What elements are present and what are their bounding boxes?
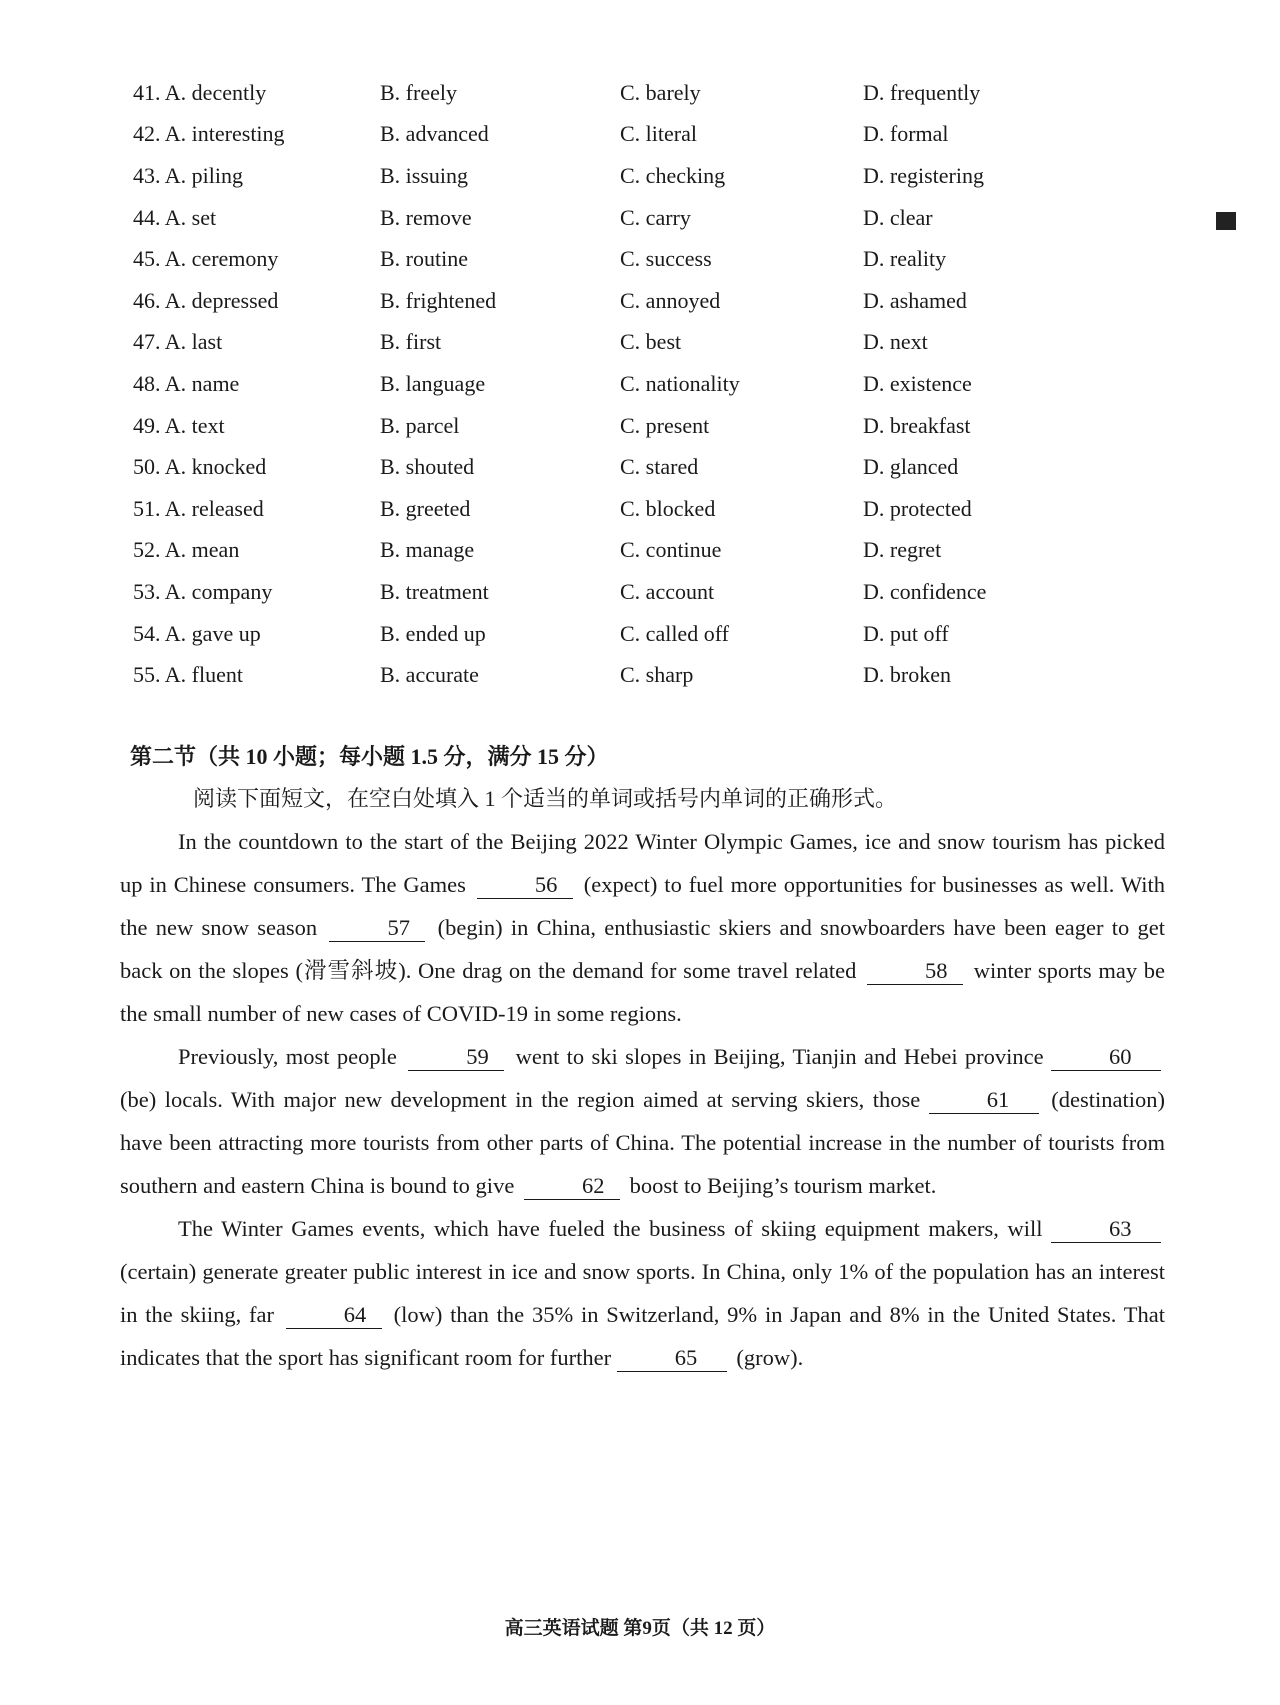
option-row [133, 488, 1033, 530]
option-row [133, 530, 1033, 572]
option-d: D. formal [863, 121, 949, 147]
option-row [133, 654, 1033, 696]
passage-text: Previously, most people [178, 1044, 405, 1069]
option-b: B. manage [380, 537, 475, 563]
passage-text: (expect) to fuel more opportunities for businesses as well. With the new snow season [120, 872, 1165, 940]
option-a: 41. A. decently [133, 79, 267, 105]
option-a: 54. A. gave up [133, 620, 261, 646]
option-row [133, 446, 1033, 488]
scan-alignment-mark [1216, 212, 1236, 230]
option-b: B. shouted [380, 454, 475, 480]
option-c: C. continue [620, 537, 722, 563]
option-row [133, 72, 1033, 114]
option-b: B. greeted [380, 495, 471, 521]
passage-text: The Winter Games events, which have fueled the business of skiing equipment makers, will [178, 1216, 1051, 1241]
option-c: C. blocked [620, 495, 716, 521]
option-d: D. next [863, 329, 928, 355]
option-b: B. frightened [380, 287, 497, 313]
option-b: B. advanced [380, 121, 489, 147]
option-d: D. put off [863, 620, 949, 646]
section-heading: 第二节（共 10 小题；每小题 1.5 分，满分 15 分） [130, 744, 609, 769]
option-a: 46. A. depressed [133, 287, 279, 313]
option-a: 50. A. knocked [133, 454, 267, 480]
page-footer: 高三英语试题 第9页（共 12 页） [504, 1618, 776, 1639]
option-c: C. success [620, 246, 712, 272]
answer-blank-57[interactable]: 57 [329, 915, 425, 942]
answer-blank-59[interactable]: 59 [408, 1044, 504, 1071]
option-c: C. stared [620, 454, 699, 480]
section-instruction: 阅读下面短文，在空白处填入 1 个适当的单词或括号内单词的正确形式。 [193, 786, 898, 811]
option-row [133, 613, 1033, 655]
option-d: D. frequently [863, 79, 981, 105]
option-row [133, 571, 1033, 613]
option-a: 42. A. interesting [133, 121, 285, 147]
option-c: C. present [620, 412, 710, 438]
option-a: 47. A. last [133, 329, 223, 355]
answer-blank-63[interactable]: 63 [1051, 1216, 1161, 1243]
option-d: D. glanced [863, 454, 959, 480]
option-c: C. carry [620, 204, 691, 230]
option-row [133, 280, 1033, 322]
option-row [133, 197, 1033, 239]
passage-text: (destination) have been attracting more tourists from other parts of China. The potential increase in the number of tourists from southern and eastern China is bound to give [120, 1087, 1165, 1198]
option-a: 49. A. text [133, 412, 225, 438]
option-c: C. annoyed [620, 287, 721, 313]
answer-blank-61[interactable]: 61 [929, 1087, 1039, 1114]
option-a: 44. A. set [133, 204, 217, 230]
option-c: C. called off [620, 620, 729, 646]
option-d: D. existence [863, 370, 972, 396]
option-d: D. ashamed [863, 287, 967, 313]
option-a: 55. A. fluent [133, 662, 243, 688]
passage-text: (certain) generate greater public interest in ice and snow sports. In China, only 1% of the population has an interest in the skiing, far [120, 1259, 1165, 1327]
passage-paragraph-3 [120, 1207, 1165, 1379]
passage-text: winter sports may be the small number of new cases of COVID-19 in some regions. [120, 958, 1165, 1026]
option-b: B. treatment [380, 578, 489, 604]
passage-paragraph-1 [120, 820, 1165, 1035]
passage-paragraph-2 [120, 1035, 1165, 1207]
answer-blank-65[interactable]: 65 [617, 1345, 727, 1372]
option-d: D. clear [863, 204, 933, 230]
option-d: D. broken [863, 662, 951, 688]
cloze-passage [120, 820, 1165, 1379]
option-b: B. freely [380, 79, 457, 105]
option-b: B. parcel [380, 412, 460, 438]
option-b: B. language [380, 370, 486, 396]
answer-blank-60[interactable]: 60 [1051, 1044, 1161, 1071]
option-a: 48. A. name [133, 370, 240, 396]
passage-text: (low) than the 35% in Switzerland, 9% in Japan and 8% in the United States. That indicates that the sport has significant room for further [120, 1302, 1165, 1370]
option-d: D. reality [863, 246, 947, 272]
answer-blank-58[interactable]: 58 [867, 958, 963, 985]
passage-text: (grow). [730, 1345, 804, 1370]
option-b: B. ended up [380, 620, 486, 646]
option-b: B. routine [380, 246, 468, 272]
passage-text: (begin) in China, enthusiastic skiers and snowboarders have been eager to get back on the slopes (滑雪斜坡). One drag on the demand for some travel related [120, 915, 1165, 983]
option-b: B. accurate [380, 662, 479, 688]
option-d: D. protected [863, 495, 972, 521]
option-c: C. checking [620, 162, 726, 188]
option-d: D. confidence [863, 578, 987, 604]
option-row [133, 155, 1033, 197]
answer-blank-62[interactable]: 62 [524, 1173, 620, 1200]
option-row [133, 405, 1033, 447]
option-b: B. issuing [380, 162, 469, 188]
passage-text: In the countdown to the start of the Beijing 2022 Winter Olympic Games, ice and snow tourism has picked up in Chinese consumers. The Games [120, 829, 1165, 897]
option-b: B. remove [380, 204, 472, 230]
option-a: 45. A. ceremony [133, 246, 279, 272]
option-c: C. best [620, 329, 682, 355]
answer-blank-56[interactable]: 56 [477, 872, 573, 899]
option-a: 51. A. released [133, 495, 264, 521]
option-row [133, 363, 1033, 405]
option-a: 53. A. company [133, 578, 273, 604]
passage-text: went to ski slopes in Beijing, Tianjin and Hebei province [508, 1044, 1051, 1069]
option-c: C. literal [620, 121, 697, 147]
option-row [133, 238, 1033, 280]
option-b: B. first [380, 329, 442, 355]
option-c: C. sharp [620, 662, 694, 688]
option-d: D. registering [863, 162, 984, 188]
option-c: C. nationality [620, 370, 740, 396]
passage-text: boost to Beijing’s tourism market. [623, 1173, 937, 1198]
option-d: D. regret [863, 537, 942, 563]
option-a: 43. A. piling [133, 162, 244, 188]
option-c: C. account [620, 578, 715, 604]
multiple-choice-options [133, 72, 1033, 696]
option-a: 52. A. mean [133, 537, 240, 563]
answer-blank-64[interactable]: 64 [286, 1302, 382, 1329]
option-row [133, 322, 1033, 364]
option-d: D. breakfast [863, 412, 971, 438]
passage-text: (be) locals. With major new development in the region aimed at serving skiers, those [120, 1087, 929, 1112]
option-c: C. barely [620, 79, 701, 105]
option-row [133, 114, 1033, 156]
